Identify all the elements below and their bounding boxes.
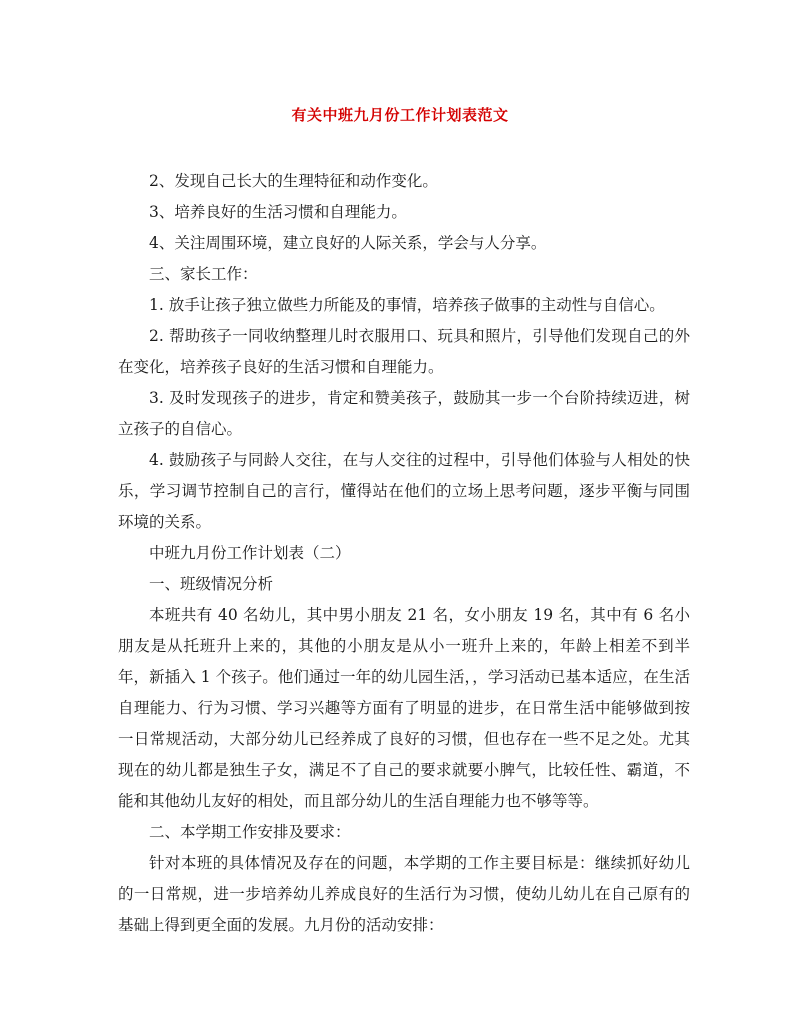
parent-work-item-4: 4. 鼓励孩子与同龄人交往，在与人交往的过程中，引导他们体验与人相处的快乐，学习调节控制自己的言行，懂得站在他们的立场上思考问题，逐步平衡与同围环境的关系。 [118,451,690,531]
section-heading-class-analysis: 一、班级情况分析 [149,575,274,593]
parent-work-item-2: 2. 帮助孩子一同收纳整理儿时衣服用口、玩具和照片，引导他们发现自己的外在变化，培养孩子良好的生活习惯和自理能力。 [118,327,690,376]
semester-plan-paragraph: 针对本班的具体情况及存在的问题，本学期的工作主要目标是：继续抓好幼儿的一日常规，进一步培养幼儿养成良好的生活行为习惯，使幼儿幼儿在自己原有的基础上得到更全面的发展。九月份的活动安排： [118,854,690,934]
document-title: 有关中班九月份工作计划表范文 [291,106,509,124]
goal-item-2: 2、发现自己长大的生理特征和动作变化。 [149,172,438,190]
goal-item-3: 3、培养良好的生活习惯和自理能力。 [149,203,407,221]
class-analysis-paragraph: 本班共有 40 名幼儿，其中男小朋友 21 名，女小朋友 19 名，其中有 6 名小朋友是从托班升上来的，其他的小朋友是从小一班升上来的，年龄上相差不到半年，新插入 1 个孩子。他们通过一年的幼儿园生活，，学习活动已基本适应，在生活自理能力、行为习惯、学习兴趣等方面有了明显的进步，在日常生活中能够做到按一日常规活动，大部分幼儿已经养成了良好的习惯，但也存在一些不足之处。尤其现在的幼儿都是独生子女，满足不了自己的要求就要小脾气，比较任性、霸道，不能和其他幼儿友好的相处，而且部分幼儿的生活自理能力也不够等等。 [118,606,690,810]
parent-work-item-3: 3. 及时发现孩子的进步，肯定和赞美孩子，鼓励其一步一个台阶持续迈进，树 立孩子的自信心。 [118,389,690,438]
document-body [118,166,690,941]
section-heading-parent-work: 三、家长工作： [149,265,258,283]
subtitle-plan-two: 中班九月份工作计划表（二） [149,544,351,562]
parent-work-item-1: 1. 放手让孩子独立做些力所能及的事情，培养孩子做事的主动性与自信心。 [149,296,665,314]
section-heading-semester-plan: 二、本学期工作安排及要求： [149,823,351,841]
goal-item-4: 4、关注周围环境，建立良好的人际关系，学会与人分享。 [149,234,547,252]
